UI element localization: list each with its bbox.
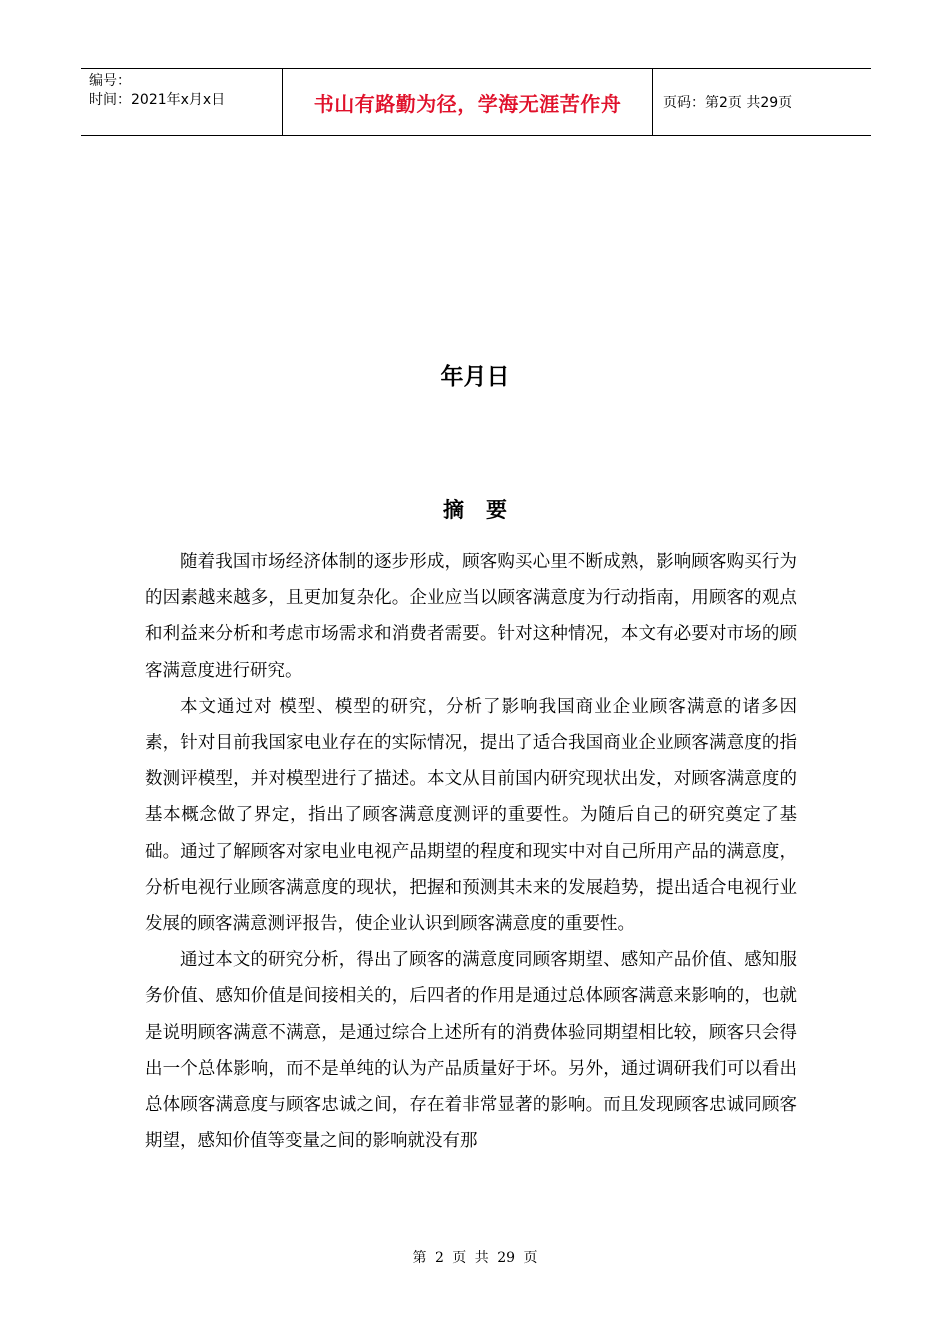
time-label: 时间：2021年x月x日 xyxy=(89,92,226,108)
page-header xyxy=(81,68,871,136)
paragraph: 随着我国市场经济体制的逐步形成，顾客购买心里不断成熟，影响顾客购买行为的因素越来越多，且更加复杂化。企业应当以顾客满意度为行动指南，用顾客的观点和利益来分析和考虑市场需求和消费者需要。针对这种情况，本文有必要对市场的顾客满意度进行研究。 xyxy=(145,552,797,681)
number-label: 编号： xyxy=(89,73,131,89)
page-code-text: 页码：第2页 共29页 xyxy=(663,95,793,111)
abstract-heading: 摘要 xyxy=(443,498,529,522)
header-page-code xyxy=(653,69,871,135)
page-footer: 第 2 页 共 29 页 xyxy=(412,1250,538,1266)
header-motto-cell xyxy=(282,69,653,135)
header-meta xyxy=(81,69,282,135)
motto-text: 书山有路勤为径，学海无涯苦作舟 xyxy=(313,91,622,116)
paragraph: 通过本文的研究分析，得出了顾客的满意度同顾客期望、感知产品价值、感知服务价值、感知价值是间接相关的，后四者的作用是通过总体顾客满意来影响的，也就是说明顾客满意不满意，是通过综合上述所有的消费体验同期望相比较，顾客只会得出一个总体影响，而不是单纯的认为产品质量好于坏。另外，通过调研我们可以看出总体顾客满意度与顾客忠诚之间，存在着非常显著的影响。而且发现顾客忠诚同顾客期望，感知价值等变量之间的影响就没有那 xyxy=(145,950,797,1152)
abstract-body xyxy=(145,544,797,1159)
paragraph: 本文通过对 模型、模型的研究，分析了影响我国商业企业顾客满意的诸多因素，针对目前我国家电业存在的实际情况，提出了适合我国商业企业顾客满意度的指数测评模型，并对模型进行了描述。本文从目前国内研究现状出发，对顾客满意度的基本概念做了界定，指出了顾客满意度测评的重要性。为随后自己的研究奠定了基础。通过了解顾客对家电业电视产品期望的程度和现实中对自己所用产品的满意度，分析电视行业顾客满意度的现状，把握和预测其未来的发展趋势，提出适合电视行业发展的顾客满意测评报告，使企业认识到顾客满意度的重要性。 xyxy=(145,696,797,935)
date-title: 年月日 xyxy=(440,364,510,390)
